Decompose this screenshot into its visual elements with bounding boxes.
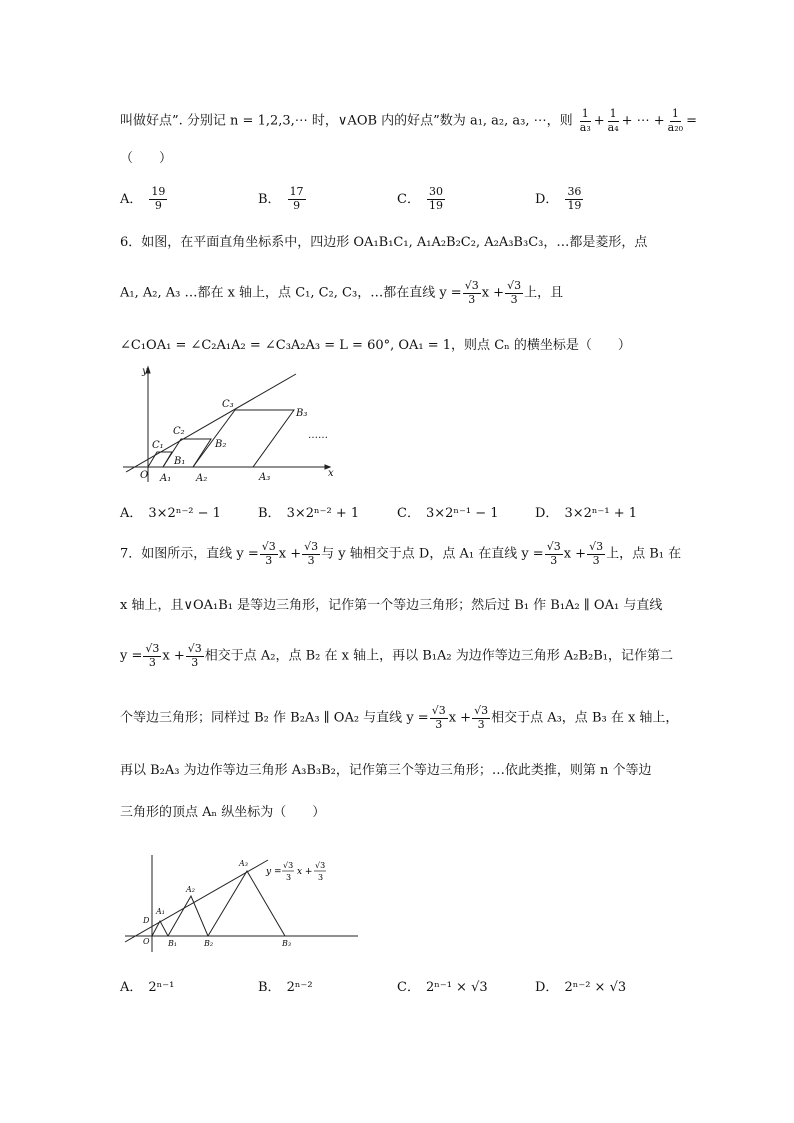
q7-line-3: y = $\frac{√3}{3}$ x + $\frac{√3}{3}$ 相交于点 A₂，点 B₂ 在 x 轴上，再以 B₁A₂ 为边作等边三角形 A₂B₂B₁，记作第二 xyxy=(120,642,674,669)
q5-option-d[interactable]: D． $\frac{36}{19}$ xyxy=(535,185,582,212)
svg-text:√3: √3 xyxy=(315,861,326,870)
q6-label-A3: A₃ xyxy=(259,472,271,483)
q7-line-2: x 轴上，且∨OA₁B₁ 是等边三角形，记作第一个等边三角形；然后过 B₁ 作 B₁A₂ ∥ OA₁ 与直线 xyxy=(120,598,663,613)
q5-option-c[interactable]: C． $\frac{30}{19}$ xyxy=(397,185,443,212)
q7-triangle-3 xyxy=(208,871,285,936)
q5-frac-1: $\frac{1}{\text{a₃}}$ xyxy=(579,107,591,134)
svg-text:3: 3 xyxy=(286,873,292,882)
q6-label-A2: A₂ xyxy=(196,473,208,484)
q6-label-O: O xyxy=(140,470,149,481)
q5-option-a[interactable]: A． $\frac{19}{9}$ xyxy=(120,185,166,212)
q7-label-A3: A₃ xyxy=(239,859,248,868)
q6-option-d[interactable]: D． 3×2ⁿ⁻¹ + 1 xyxy=(535,506,637,521)
svg-text:x +: x + xyxy=(297,867,313,877)
q5-option-b[interactable]: B． $\frac{17}{9}$ xyxy=(258,185,304,212)
q6-option-c[interactable]: C． 3×2ⁿ⁻¹ − 1 xyxy=(397,506,499,521)
q7-option-d[interactable]: D． 2ⁿ⁻² × √3 xyxy=(535,980,627,995)
q6-label-dots: …… xyxy=(308,430,328,441)
q6-label-x: x xyxy=(328,468,334,479)
q6-option-a[interactable]: A． 3×2ⁿ⁻² − 1 xyxy=(120,506,221,521)
q7-label-B1: B₁ xyxy=(168,939,178,948)
q6-label-A1: A₁ xyxy=(160,473,172,484)
q7-triangle-1 xyxy=(152,921,168,936)
q7-line-6: 三角形的顶点 Aₙ 纵坐标为（ ） xyxy=(120,805,326,820)
q7-triangle-2 xyxy=(168,896,208,936)
q7-option-a[interactable]: A． 2ⁿ⁻¹ xyxy=(120,980,175,995)
q7-label-A2: A₂ xyxy=(186,885,195,894)
q6-line-3: ∠C₁OA₁ = ∠C₂A₁A₂ = ∠C₃A₂A₃ = L = 60°, OA₁ = 1，则点 Cₙ 的横坐标是（ ） xyxy=(120,338,631,353)
q7-line-5: 再以 B₂A₃ 为边作等边三角形 A₃B₃B₂，记作第三个等边三角形；…依此类推，则第 n 个等边 xyxy=(120,763,652,778)
svg-text:3: 3 xyxy=(318,873,324,882)
q5-frac-3: $\frac{1}{\text{a₂₀}}$ xyxy=(667,107,684,134)
q5-paren: （ ） xyxy=(120,151,173,166)
q6-line xyxy=(126,374,296,472)
q6-label-C3: C₃ xyxy=(222,399,234,410)
q6-label-y: y xyxy=(142,366,148,377)
q6-figure xyxy=(118,362,338,487)
q6-option-b[interactable]: B． 3×2ⁿ⁻² + 1 xyxy=(258,506,360,521)
q7-label-O: O xyxy=(143,937,150,946)
svg-text:√3: √3 xyxy=(283,861,294,870)
q5-frac-2: $\frac{1}{\text{a₄}}$ xyxy=(607,107,619,134)
q7-option-b[interactable]: B． 2ⁿ⁻² xyxy=(258,980,313,995)
q6-label-B1: B₁ xyxy=(174,456,186,467)
q6-line-2: A₁, A₂, A₃ …都在 x 轴上，点 C₁, C₂, C₃，…都在直线 y = $\frac{√3}{3}$ x + $\frac{√3}{3}$ 上，且 xyxy=(120,279,564,306)
q6-line-1: 6．如图，在平面直角坐标系中，四边形 OA₁B₁C₁, A₁A₂B₂C₂, A₂A₃B₃C₃，…都是菱形，点 xyxy=(120,235,648,250)
q7-option-c[interactable]: C． 2ⁿ⁻¹ × √3 xyxy=(397,980,488,995)
q6-label-B2: B₂ xyxy=(215,439,227,450)
svg-text:y =: y = xyxy=(266,867,282,877)
q7-label-A1: A₁ xyxy=(156,907,165,916)
q7-label-B2: B₂ xyxy=(204,939,214,948)
q7-line-4: 个等边三角形；同样过 B₂ 作 B₂A₃ ∥ OA₂ 与直线 y = $\frac{√3}{3}$ x + $\frac{√3}{3}$ 相交于点 A₃，点 B₃ 在 x 轴上， xyxy=(120,704,679,731)
q7-line-1: 7．如图所示，直线 y = $\frac{√3}{3}$ x + $\frac{√3}{3}$ 与 y 轴相交于点 D，点 A₁ 在直线 y = $\frac{√3}{3}$ x + $\frac{√3}{3}$ 上，点 B₁ 在 xyxy=(120,540,682,567)
q5-statement: 叫做好点”. 分别记 n = 1,2,3,⋯ 时，∨AOB 内的好点”数为 a₁, a₂, a₃, ⋯，则 $\frac{1}{\text{a₃}}$ + $\frac{1}{\text{a₄}}$ + ⋯ + $\frac{1}{\text{a₂₀}}$ = xyxy=(120,107,697,134)
q6-label-C2: C₂ xyxy=(173,426,185,437)
q7-label-D: D xyxy=(143,916,150,925)
q7-label-B3: B₃ xyxy=(282,939,292,948)
q5-text: 叫做好点”. 分别记 n = 1,2,3,⋯ 时，∨AOB 内的好点”数为 a₁, a₂, a₃, ⋯，则 xyxy=(120,113,573,129)
q6-label-C1: C₁ xyxy=(152,440,164,451)
q7-figure xyxy=(120,850,360,955)
q7-equation-label xyxy=(265,861,326,882)
q6-label-B3: B₃ xyxy=(296,408,308,419)
